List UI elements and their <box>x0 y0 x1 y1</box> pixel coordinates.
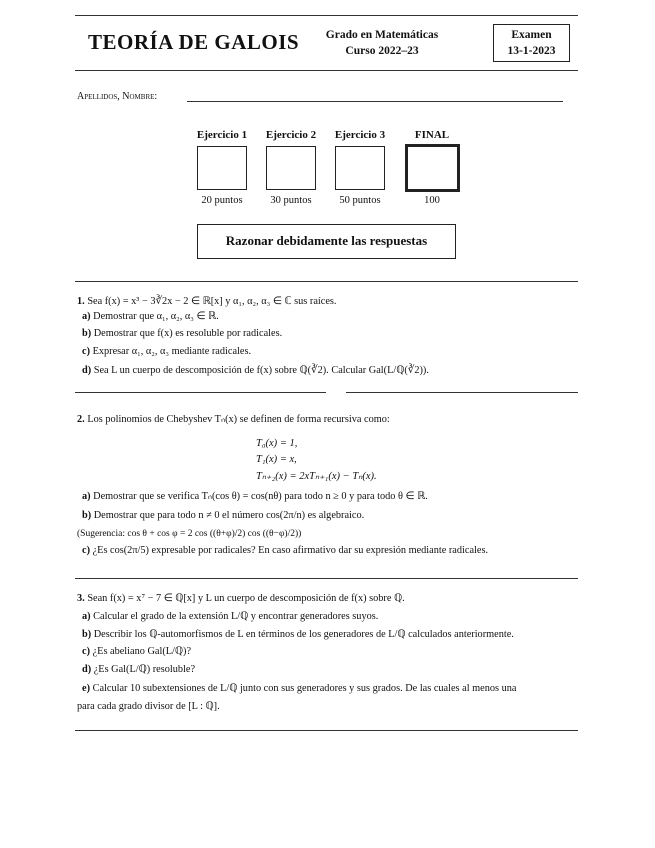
q3-part-a <box>82 610 378 622</box>
rule-before-q2-left <box>75 392 326 393</box>
q2-equation-3: Tₙ₊₂(x) = 2xTₙ₊₁(x) − Tₙ(x). <box>256 471 377 482</box>
bottom-rule <box>75 730 578 731</box>
part-label: c) <box>82 545 90 556</box>
rule-before-q3 <box>75 578 578 579</box>
part-label: c) <box>82 346 90 357</box>
q3-part-c <box>82 645 191 657</box>
part-label: b) <box>82 328 92 339</box>
part-label: e) <box>82 683 90 694</box>
q3-number: 3. <box>77 593 85 604</box>
q1-part-b <box>82 328 282 339</box>
score-box-ex1[interactable] <box>197 146 247 190</box>
part-text: Calcular 10 subextensiones de L/ℚ junto con sus generadores y sus grados. De las cuales al menos una <box>92 683 517 694</box>
top-rule <box>75 15 578 16</box>
q2-number: 2. <box>77 414 85 425</box>
q3-stem <box>77 592 405 604</box>
q3-part-b <box>82 628 514 640</box>
part-label: d) <box>82 664 92 675</box>
score-box-ex3[interactable] <box>335 146 385 190</box>
part-label: d) <box>82 365 92 376</box>
q1-text: Sea f(x) = x³ − 3∛2x − 2 ∈ ℝ[x] y α₁, α₂, α₃ ∈ ℂ sus raíces. <box>87 296 337 307</box>
q2-equation-1: T₀(x) = 1, <box>256 438 298 449</box>
name-label: Apellidos, Nombre: <box>77 91 158 102</box>
score-box-ex2[interactable] <box>266 146 316 190</box>
part-text: ¿Es abeliano Gal(L/ℚ)? <box>92 646 192 657</box>
q3-part-e <box>82 682 516 694</box>
q3-part-e-continuation: para cada grado divisor de [L : ℚ]. <box>77 701 220 712</box>
points-final: 100 <box>424 195 440 206</box>
points-ex2: 30 puntos <box>270 195 312 206</box>
q1-part-a <box>82 310 219 322</box>
q1-number: 1. <box>77 296 85 307</box>
name-field[interactable] <box>187 101 563 102</box>
q2-equation-2: T₁(x) = x, <box>256 454 297 465</box>
col-ex2-label: Ejercicio 2 <box>265 129 317 141</box>
part-text: Demostrar que se verifica Tₙ(cos θ) = cos(nθ) para todo n ≥ 0 y para todo θ ∈ ℝ. <box>93 491 428 502</box>
q1-part-c <box>82 346 251 357</box>
part-text: Demostrar que para todo n ≠ 0 el número cos(2π/n) es algebraico. <box>93 510 365 521</box>
part-text: Demostrar que α₁, α₂, α₃ ∈ ℝ. <box>93 311 219 322</box>
part-text: ¿Es Gal(L/ℚ) resoluble? <box>93 664 196 675</box>
part-text: ¿Es cos(2π/5) expresable por radicales? En caso afirmativo dar su expresión mediante radicales. <box>92 545 489 556</box>
score-box-final[interactable] <box>405 144 460 192</box>
q1-stem <box>77 295 336 307</box>
q3-part-d <box>82 663 195 675</box>
points-ex1: 20 puntos <box>201 195 243 206</box>
part-text: Demostrar que f(x) es resoluble por radicales. <box>93 328 283 339</box>
q3-text: Sean f(x) = x⁷ − 7 ∈ ℚ[x] y L un cuerpo de descomposición de f(x) sobre ℚ. <box>87 593 405 604</box>
col-final-label: FINAL <box>414 129 450 141</box>
q2-hint: (Sugerencia: cos θ + cos φ = 2 cos ((θ+φ)/2) cos ((θ−φ)/2)) <box>77 529 302 539</box>
part-text: Sea L un cuerpo de descomposición de f(x) sobre ℚ(∛2). Calcular Gal(L/ℚ(∛2)). <box>93 365 429 376</box>
points-ex3: 50 puntos <box>339 195 381 206</box>
course-title: TEORÍA DE GALOIS <box>88 30 300 54</box>
q2-part-c <box>82 545 488 556</box>
course-year: Curso 2022–23 <box>345 45 419 57</box>
part-label: b) <box>82 510 92 521</box>
part-label: a) <box>82 611 91 622</box>
exam-label: Examen <box>511 29 552 41</box>
exam-date: 13-1-2023 <box>507 45 556 57</box>
rule-before-q2-right <box>346 392 578 393</box>
q2-text: Los polinomios de Chebyshev Tₙ(x) se definen de forma recursiva como: <box>87 414 390 425</box>
q2-part-b <box>82 510 364 521</box>
part-text: Describir los ℚ-automorfismos de L en términos de los generadores de L/ℚ calculados anteriormente. <box>93 629 514 640</box>
part-text: Expresar α₁, α₂, α₃ mediante radicales. <box>92 346 252 357</box>
degree-label: Grado en Matemáticas <box>325 29 439 41</box>
col-ex3-label: Ejercicio 3 <box>334 129 386 141</box>
q1-part-d <box>82 364 429 376</box>
rule-before-q1 <box>75 281 578 282</box>
q2-part-a <box>82 490 428 502</box>
part-label: a) <box>82 491 91 502</box>
part-label: a) <box>82 311 91 322</box>
q2-stem <box>77 413 390 425</box>
col-ex1-label: Ejercicio 1 <box>196 129 248 141</box>
part-label: b) <box>82 629 92 640</box>
part-text: Calcular el grado de la extensión L/ℚ y encontrar generadores suyos. <box>93 611 379 622</box>
notice-text: Razonar debidamente las respuestas <box>225 233 428 248</box>
part-label: c) <box>82 646 90 657</box>
header-rule <box>75 70 578 71</box>
